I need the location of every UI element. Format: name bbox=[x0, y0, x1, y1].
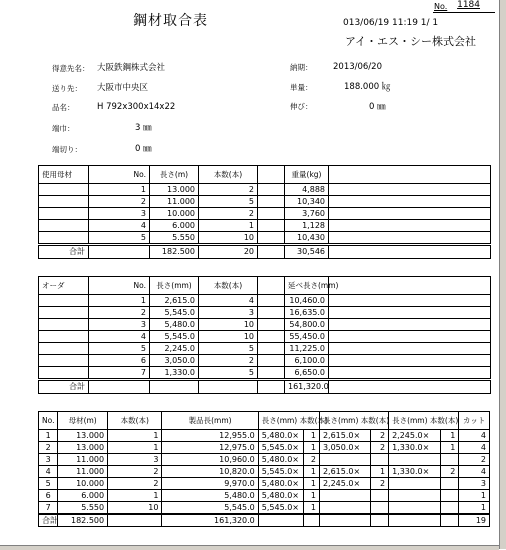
blank-cell bbox=[329, 367, 491, 380]
table-cell bbox=[258, 367, 285, 380]
table-cell: 10,960.0 bbox=[162, 454, 258, 466]
table-cell bbox=[389, 478, 441, 490]
table-cell: 1,128 bbox=[285, 220, 329, 232]
table-row bbox=[39, 454, 490, 466]
table-row bbox=[39, 220, 491, 232]
table-row bbox=[39, 319, 491, 331]
total-cell: 19 bbox=[459, 514, 490, 527]
end-cut-label: 端切り： bbox=[52, 145, 82, 154]
table-cell: 2 bbox=[370, 430, 388, 442]
allowance-label: 伸び： bbox=[290, 102, 313, 111]
header-cell: No. bbox=[89, 277, 150, 295]
total-cell: 182.500 bbox=[150, 245, 199, 259]
header-cell: 長さ(mm) 本数(本) bbox=[389, 412, 459, 430]
table-cell bbox=[389, 502, 441, 515]
table-cell: 4 bbox=[459, 430, 490, 442]
cut-plan-table bbox=[38, 411, 490, 527]
document-title: 鋼材取合表 bbox=[133, 13, 208, 29]
end-cut-value: 0 ㎜ bbox=[135, 144, 152, 154]
table-cell bbox=[319, 502, 370, 515]
table-cell: 5 bbox=[199, 343, 258, 355]
table-cell: 2 bbox=[199, 355, 258, 367]
material-total-row bbox=[39, 245, 491, 259]
blank-cell bbox=[329, 245, 491, 259]
table-cell bbox=[89, 380, 150, 394]
table-cell: 1 bbox=[304, 502, 320, 515]
table-cell bbox=[258, 331, 285, 343]
table-cell: 1 bbox=[459, 502, 490, 515]
header-cell: 長さ(mm) 本数(本) bbox=[258, 412, 319, 430]
blank-cell bbox=[329, 232, 491, 245]
order-header-row bbox=[39, 277, 491, 295]
table-row bbox=[39, 343, 491, 355]
header-cell: 使用母材 bbox=[39, 166, 89, 184]
product-label: 品名： bbox=[52, 103, 75, 112]
table-cell bbox=[370, 490, 388, 502]
unit-weight-value: 188.000 ㎏ bbox=[344, 82, 391, 92]
table-cell bbox=[258, 245, 285, 259]
blank-cell bbox=[329, 331, 491, 343]
table-cell: 5,545.0 bbox=[150, 307, 199, 319]
total-cell: 30,546 bbox=[285, 245, 329, 259]
table-cell: 4 bbox=[89, 220, 150, 232]
header-cell: カット bbox=[459, 412, 490, 430]
table-row bbox=[39, 232, 491, 245]
blank-cell bbox=[329, 343, 491, 355]
table-cell: 5 bbox=[199, 196, 258, 208]
table-cell: 2,245.0 bbox=[150, 343, 199, 355]
table-cell: 6.000 bbox=[150, 220, 199, 232]
table-cell bbox=[258, 380, 285, 394]
table-cell bbox=[39, 367, 89, 380]
blank-cell bbox=[329, 307, 491, 319]
table-cell bbox=[39, 355, 89, 367]
table-cell: 1 bbox=[199, 220, 258, 232]
table-row bbox=[39, 478, 490, 490]
window-bottom-edge bbox=[0, 545, 499, 550]
table-cell: 5,545.0× bbox=[258, 502, 303, 515]
issuer-company: アイ・エス・シー株式会社 bbox=[345, 35, 477, 48]
destination-label: 送り先： bbox=[52, 84, 82, 93]
table-row bbox=[39, 466, 490, 478]
table-cell: 1,330.0× bbox=[389, 442, 441, 454]
table-cell bbox=[258, 319, 285, 331]
table-cell: 1 bbox=[370, 466, 388, 478]
table-cell: 2,245.0× bbox=[389, 430, 441, 442]
total-label: 合計 bbox=[39, 514, 58, 527]
table-cell bbox=[39, 196, 89, 208]
table-cell: 1 bbox=[108, 442, 162, 454]
table-cell: 7 bbox=[39, 502, 58, 515]
table-cell: 9,970.0 bbox=[162, 478, 258, 490]
header-cell: 本数(本) bbox=[199, 166, 258, 184]
table-cell: 6,100.0 bbox=[285, 355, 329, 367]
blank-cell bbox=[304, 514, 320, 527]
table-cell: 4 bbox=[199, 295, 258, 307]
table-cell: 5,545.0 bbox=[162, 502, 258, 515]
table-row bbox=[39, 196, 491, 208]
table-cell: 3 bbox=[89, 208, 150, 220]
table-cell: 5.550 bbox=[150, 232, 199, 245]
print-datetime: 013/06/19 11:19 1/ 1 bbox=[343, 18, 439, 28]
doc-number-underline bbox=[433, 12, 495, 13]
cut-width-value: 3 ㎜ bbox=[135, 123, 152, 133]
header-cell: 製品長(mm) bbox=[162, 412, 258, 430]
table-cell bbox=[39, 343, 89, 355]
table-cell bbox=[39, 331, 89, 343]
material-header-row bbox=[39, 166, 491, 184]
table-cell: 4 bbox=[459, 442, 490, 454]
table-cell: 7 bbox=[89, 367, 150, 380]
table-cell: 6 bbox=[89, 355, 150, 367]
table-cell bbox=[370, 454, 388, 466]
table-cell: 13.000 bbox=[58, 430, 108, 442]
table-cell: 3,050.0× bbox=[319, 442, 370, 454]
table-cell bbox=[389, 490, 441, 502]
table-cell: 3 bbox=[108, 454, 162, 466]
header-cell: 本数(本) bbox=[199, 277, 258, 295]
table-cell: 10,430 bbox=[285, 232, 329, 245]
table-cell: 10,460.0 bbox=[285, 295, 329, 307]
table-cell: 1 bbox=[304, 466, 320, 478]
blank-cell bbox=[389, 514, 441, 527]
table-cell: 2 bbox=[39, 442, 58, 454]
table-cell bbox=[441, 478, 459, 490]
cut-total-row bbox=[39, 514, 490, 527]
table-cell: 1 bbox=[304, 430, 320, 442]
table-cell: 11.000 bbox=[150, 196, 199, 208]
table-cell: 1 bbox=[89, 295, 150, 307]
header-cell bbox=[258, 166, 285, 184]
header-cell: 本数(本) bbox=[108, 412, 162, 430]
table-cell bbox=[258, 232, 285, 245]
table-cell: 10,340 bbox=[285, 196, 329, 208]
doc-number: 1184 bbox=[457, 0, 480, 10]
table-cell bbox=[150, 380, 199, 394]
table-cell: 5 bbox=[199, 367, 258, 380]
table-cell bbox=[39, 319, 89, 331]
blank-cell bbox=[329, 277, 491, 295]
table-cell: 5,480.0× bbox=[258, 454, 303, 466]
table-cell: 2 bbox=[89, 196, 150, 208]
table-cell: 12,955.0 bbox=[162, 430, 258, 442]
table-cell: 11,225.0 bbox=[285, 343, 329, 355]
blank-cell bbox=[329, 166, 491, 184]
table-cell: 2,615.0× bbox=[319, 430, 370, 442]
table-cell: 54,800.0 bbox=[285, 319, 329, 331]
table-cell bbox=[258, 184, 285, 196]
table-cell: 2 bbox=[370, 478, 388, 490]
table-cell: 6,650.0 bbox=[285, 367, 329, 380]
table-cell: 1 bbox=[304, 478, 320, 490]
table-cell bbox=[258, 343, 285, 355]
table-cell bbox=[258, 208, 285, 220]
blank-cell bbox=[329, 220, 491, 232]
table-cell: 2 bbox=[108, 478, 162, 490]
blank-cell bbox=[329, 319, 491, 331]
table-cell: 5 bbox=[89, 232, 150, 245]
table-cell: 6.000 bbox=[58, 490, 108, 502]
table-cell bbox=[258, 307, 285, 319]
table-cell: 5,480.0× bbox=[258, 490, 303, 502]
table-cell: 3,050.0 bbox=[150, 355, 199, 367]
table-row bbox=[39, 502, 490, 515]
deadline-value: 2013/06/20 bbox=[333, 62, 382, 72]
table-cell: 5 bbox=[89, 343, 150, 355]
blank-cell bbox=[329, 295, 491, 307]
table-cell: 2,615.0 bbox=[150, 295, 199, 307]
table-cell: 2 bbox=[199, 184, 258, 196]
table-cell: 11.000 bbox=[58, 454, 108, 466]
blank-cell bbox=[329, 355, 491, 367]
table-cell bbox=[39, 232, 89, 245]
table-cell bbox=[258, 220, 285, 232]
blank-cell bbox=[370, 514, 388, 527]
blank-cell bbox=[329, 380, 491, 394]
blank-cell bbox=[441, 514, 459, 527]
total-label: 合計 bbox=[39, 380, 89, 394]
table-cell: 3 bbox=[459, 478, 490, 490]
blank-cell bbox=[329, 208, 491, 220]
table-cell: 3,760 bbox=[285, 208, 329, 220]
table-cell bbox=[319, 454, 370, 466]
table-cell: 2 bbox=[89, 307, 150, 319]
table-cell bbox=[389, 454, 441, 466]
table-cell bbox=[441, 490, 459, 502]
table-cell: 5,545.0× bbox=[258, 466, 303, 478]
table-cell: 6 bbox=[39, 490, 58, 502]
allowance-value: 0 ㎜ bbox=[369, 102, 386, 112]
table-cell: 1 bbox=[459, 490, 490, 502]
table-cell: 1 bbox=[441, 442, 459, 454]
table-cell: 10 bbox=[199, 232, 258, 245]
blank-cell bbox=[258, 514, 303, 527]
table-cell: 11.000 bbox=[58, 466, 108, 478]
table-row bbox=[39, 367, 491, 380]
table-cell: 5.550 bbox=[58, 502, 108, 515]
table-cell: 10 bbox=[108, 502, 162, 515]
table-cell bbox=[319, 490, 370, 502]
table-cell: 1 bbox=[39, 430, 58, 442]
blank-cell bbox=[329, 196, 491, 208]
table-cell bbox=[441, 502, 459, 515]
table-cell: 12,975.0 bbox=[162, 442, 258, 454]
destination-value: 大阪市中央区 bbox=[97, 83, 149, 93]
cut-header-row bbox=[39, 412, 490, 430]
header-cell: 長さ(mm) bbox=[150, 277, 199, 295]
customer-value: 大阪鉄鋼株式会社 bbox=[97, 63, 166, 73]
table-cell: 3 bbox=[39, 454, 58, 466]
table-cell: 5,480.0 bbox=[162, 490, 258, 502]
table-cell: 2 bbox=[441, 466, 459, 478]
table-cell: 2,615.0× bbox=[319, 466, 370, 478]
table-cell: 13.000 bbox=[150, 184, 199, 196]
total-cell bbox=[108, 514, 162, 527]
table-cell: 4 bbox=[39, 466, 58, 478]
header-cell bbox=[258, 277, 285, 295]
table-cell bbox=[199, 380, 258, 394]
total-cell: 20 bbox=[199, 245, 258, 259]
table-cell: 10,820.0 bbox=[162, 466, 258, 478]
table-row bbox=[39, 295, 491, 307]
table-row bbox=[39, 331, 491, 343]
table-cell: 2,245.0× bbox=[319, 478, 370, 490]
table-cell: 1 bbox=[108, 430, 162, 442]
table-cell: 2 bbox=[370, 442, 388, 454]
table-row bbox=[39, 208, 491, 220]
table-cell bbox=[258, 295, 285, 307]
deadline-label: 納期： bbox=[290, 63, 313, 72]
table-cell bbox=[39, 295, 89, 307]
table-cell: 5,545.0× bbox=[258, 442, 303, 454]
table-cell bbox=[258, 355, 285, 367]
table-row bbox=[39, 442, 490, 454]
header-cell: 長さ(mm) 本数(本) bbox=[319, 412, 388, 430]
header-cell: No. bbox=[39, 412, 58, 430]
header-cell: 重量(kg) bbox=[285, 166, 329, 184]
table-row bbox=[39, 430, 490, 442]
table-cell: 5 bbox=[39, 478, 58, 490]
cut-width-label: 端巾： bbox=[52, 124, 75, 133]
table-cell: 5,480.0× bbox=[258, 430, 303, 442]
table-cell: 3 bbox=[89, 319, 150, 331]
header-cell: オーダ bbox=[39, 277, 89, 295]
doc-number-label: No. bbox=[434, 2, 448, 11]
table-cell: 3 bbox=[199, 307, 258, 319]
table-cell bbox=[89, 245, 150, 259]
total-cell: 161,320.0 bbox=[162, 514, 258, 527]
table-cell: 5,545.0 bbox=[150, 331, 199, 343]
table-cell: 1 bbox=[89, 184, 150, 196]
total-cell: 182.500 bbox=[58, 514, 108, 527]
table-cell: 1 bbox=[304, 442, 320, 454]
order-table bbox=[38, 276, 491, 394]
header-cell: 母材(m) bbox=[58, 412, 108, 430]
table-cell: 10.000 bbox=[58, 478, 108, 490]
table-cell: 4,888 bbox=[285, 184, 329, 196]
table-cell: 5,480.0× bbox=[258, 478, 303, 490]
table-cell: 55,450.0 bbox=[285, 331, 329, 343]
table-row bbox=[39, 184, 491, 196]
table-cell: 1,330.0 bbox=[150, 367, 199, 380]
table-row bbox=[39, 490, 490, 502]
total-cell: 161,320.0 bbox=[285, 380, 329, 394]
table-cell bbox=[39, 307, 89, 319]
table-row bbox=[39, 307, 491, 319]
total-label: 合計 bbox=[39, 245, 89, 259]
blank-cell bbox=[319, 514, 370, 527]
table-cell: 2 bbox=[108, 466, 162, 478]
header-cell: 長さ(m) bbox=[150, 166, 199, 184]
table-cell: 1 bbox=[108, 490, 162, 502]
blank-cell bbox=[329, 184, 491, 196]
unit-weight-label: 単量： bbox=[290, 83, 313, 92]
window-scrollbar-edge bbox=[499, 0, 506, 549]
header-cell: 延べ長さ(mm) bbox=[285, 277, 329, 295]
customer-label: 得意先名： bbox=[52, 64, 90, 73]
table-cell bbox=[39, 184, 89, 196]
order-total-row bbox=[39, 380, 491, 394]
table-cell: 2 bbox=[304, 454, 320, 466]
table-cell: 2 bbox=[199, 208, 258, 220]
table-cell bbox=[39, 220, 89, 232]
table-cell: 10 bbox=[199, 319, 258, 331]
table-row bbox=[39, 355, 491, 367]
header-cell: No. bbox=[89, 166, 150, 184]
table-cell bbox=[370, 502, 388, 515]
product-value: H 792x300x14x22 bbox=[97, 102, 176, 112]
table-cell: 10 bbox=[199, 331, 258, 343]
material-table bbox=[38, 165, 491, 259]
table-cell: 10.000 bbox=[150, 208, 199, 220]
table-cell bbox=[441, 454, 459, 466]
table-cell: 1 bbox=[441, 430, 459, 442]
table-cell: 4 bbox=[459, 466, 490, 478]
table-cell: 13.000 bbox=[58, 442, 108, 454]
table-cell: 5,480.0 bbox=[150, 319, 199, 331]
table-cell: 1,330.0× bbox=[389, 466, 441, 478]
table-cell bbox=[39, 208, 89, 220]
table-cell bbox=[258, 196, 285, 208]
table-cell: 16,635.0 bbox=[285, 307, 329, 319]
table-cell: 1 bbox=[304, 490, 320, 502]
table-cell: 4 bbox=[89, 331, 150, 343]
table-cell: 2 bbox=[459, 454, 490, 466]
